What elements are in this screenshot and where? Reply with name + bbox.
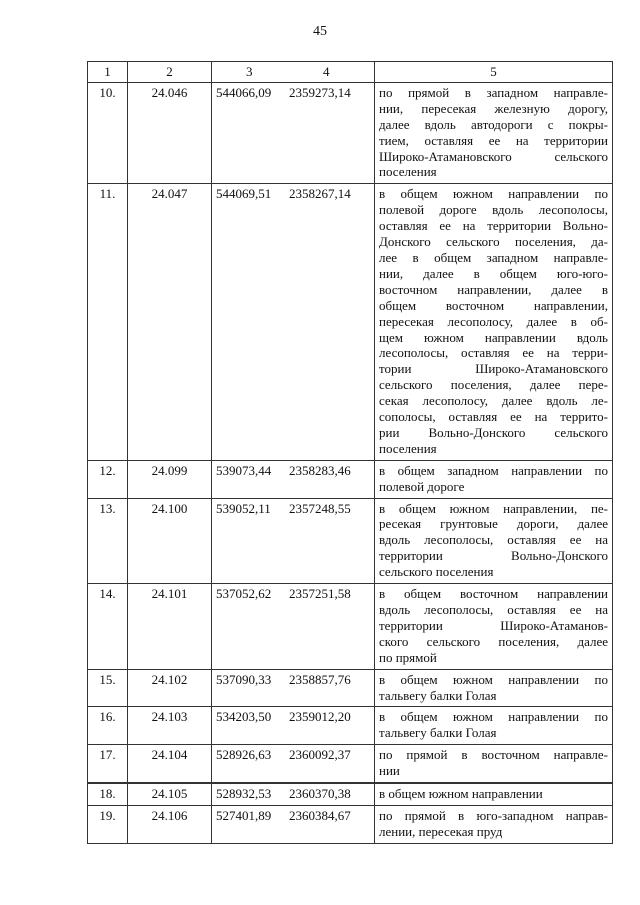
- header-col-4: 4: [323, 64, 330, 79]
- boundary-description-table: [87, 61, 613, 844]
- header-col-3-4: [212, 62, 375, 83]
- table-row: [88, 82, 613, 183]
- description-line: в общем восточном направлении: [379, 586, 608, 602]
- coordinate-y: 2359012,20: [289, 709, 351, 725]
- point-number: 24.106: [128, 805, 212, 843]
- coordinate-x: 539073,44: [216, 462, 272, 478]
- description-line: территории Вольно-Донского: [379, 548, 608, 564]
- description-line: нии: [379, 763, 400, 779]
- coordinate-y: 2360384,67: [289, 807, 351, 823]
- table-row: [88, 805, 613, 843]
- table-row: [88, 184, 613, 460]
- row-number: 16.: [88, 707, 128, 745]
- description-line: сополосы, оставляя ее на террито-: [379, 409, 608, 425]
- description-line: в общем южном направлении, пе-: [379, 500, 608, 516]
- point-number: 24.100: [128, 498, 212, 584]
- point-number: 24.101: [128, 584, 212, 670]
- boundary-description: [375, 184, 613, 460]
- row-number: 14.: [88, 584, 128, 670]
- boundary-description: [375, 707, 613, 745]
- row-number: 15.: [88, 669, 128, 707]
- boundary-description: [375, 584, 613, 670]
- description-line: нии, пересекая железную дорогу,: [379, 100, 608, 116]
- description-line: тием, оставляя ее на территории: [379, 132, 608, 148]
- coordinate-x: 544066,09: [216, 84, 272, 100]
- description-line: Донского сельского поселения, да-: [379, 234, 608, 250]
- point-number: 24.046: [128, 82, 212, 183]
- table-row: [88, 584, 613, 670]
- coordinates-cell: [212, 498, 375, 584]
- table-row: [88, 460, 613, 498]
- coordinate-x: 544069,51: [216, 186, 272, 202]
- description-line: по прямой: [379, 649, 437, 665]
- boundary-description: [375, 498, 613, 584]
- description-line: сельского поселения: [379, 564, 494, 580]
- boundary-description: [375, 82, 613, 183]
- description-line: в общем южном направлении по: [379, 186, 608, 202]
- coordinates-cell: [212, 584, 375, 670]
- page-number: 45: [313, 24, 327, 39]
- description-line: восточном направлении, далее в: [379, 281, 608, 297]
- row-number: 10.: [88, 82, 128, 183]
- description-line: вдоль лесополосы, оставляя ее на: [379, 602, 608, 617]
- description-line: рии Вольно-Донского сельского: [379, 424, 608, 440]
- description-line: по прямой в юго-западном направ-: [379, 807, 608, 823]
- description-line: пересекая лесополосу, далее в об-: [379, 313, 608, 329]
- coordinates-cell: [212, 82, 375, 183]
- point-number: 24.105: [128, 783, 212, 805]
- boundary-description: [375, 783, 613, 805]
- table-row: [88, 783, 613, 805]
- coordinates-cell: [212, 460, 375, 498]
- coordinates-cell: [212, 707, 375, 745]
- description-line: далее вдоль автодороги с покры-: [379, 116, 608, 132]
- coordinate-x: 527401,89: [216, 807, 272, 823]
- row-number: 18.: [88, 783, 128, 805]
- description-line: ского сельского поселения, далее: [379, 633, 608, 649]
- table-row: [88, 707, 613, 745]
- description-line: сельского поселения, далее пере-: [379, 377, 608, 393]
- coordinates-cell: [212, 805, 375, 843]
- description-line: по прямой в западном направле-: [379, 84, 608, 100]
- table-header-row: [88, 62, 613, 83]
- point-number: 24.103: [128, 707, 212, 745]
- description-line: в общем южном направлении по: [379, 709, 608, 725]
- boundary-description: [375, 805, 613, 843]
- point-number: 24.099: [128, 460, 212, 498]
- coordinates-cell: [212, 184, 375, 460]
- coordinate-y: 2357248,55: [289, 500, 351, 516]
- description-line: в общем южном направлении по: [379, 671, 608, 687]
- point-number: 24.047: [128, 184, 212, 460]
- point-number: 24.102: [128, 669, 212, 707]
- coordinate-y: 2359273,14: [289, 84, 351, 100]
- header-col-1: 1: [88, 62, 128, 83]
- point-number: 24.104: [128, 745, 212, 783]
- coordinate-x: 539052,11: [216, 500, 271, 516]
- boundary-description: [375, 745, 613, 783]
- table-row: [88, 669, 613, 707]
- description-line: по прямой в восточном направле-: [379, 747, 608, 763]
- description-line: лении, пересекая пруд: [379, 823, 503, 839]
- description-line: полевой дороге: [379, 478, 465, 494]
- description-line: оставляя ее на территории Вольно-: [379, 218, 608, 234]
- coordinates-cell: [212, 783, 375, 805]
- description-line: вдоль лесополосы, оставляя ее на: [379, 532, 608, 548]
- coordinate-y: 2358857,76: [289, 671, 351, 687]
- description-line: поселения: [379, 440, 437, 456]
- row-number: 19.: [88, 805, 128, 843]
- description-line: нии, далее в общем юго-юго-: [379, 265, 608, 281]
- coordinate-y: 2358283,46: [289, 462, 351, 478]
- description-line: общем восточном направлении,: [379, 297, 608, 313]
- header-col-5: 5: [375, 62, 613, 83]
- coordinate-y: 2360092,37: [289, 747, 351, 763]
- coordinate-y: 2360370,38: [289, 786, 351, 802]
- coordinate-x: 537090,33: [216, 671, 272, 687]
- description-line: Широко-Атамановского сельского: [379, 148, 608, 164]
- header-col-3: 3: [246, 64, 253, 79]
- description-line: полевой дороге вдоль лесополосы,: [379, 202, 608, 218]
- description-line: в общем западном направлении по: [379, 462, 608, 478]
- row-number: 12.: [88, 460, 128, 498]
- coordinate-x: 528932,53: [216, 786, 272, 802]
- coordinate-x: 537052,62: [216, 586, 272, 602]
- description-line: тории Широко-Атамановского: [379, 361, 608, 377]
- coordinate-y: 2358267,14: [289, 186, 351, 202]
- description-line: поселения: [379, 164, 437, 180]
- description-line: лесополосы, оставляя ее на терри-: [379, 345, 608, 361]
- description-line: тальвегу балки Голая: [379, 687, 497, 703]
- row-number: 13.: [88, 498, 128, 584]
- coordinate-y: 2357251,58: [289, 586, 351, 602]
- description-line: ресекая грунтовые дороги, далее: [379, 516, 608, 532]
- coordinates-cell: [212, 669, 375, 707]
- coordinate-x: 534203,50: [216, 709, 272, 725]
- description-line: территории Широко-Атаманов-: [379, 617, 608, 633]
- coordinates-cell: [212, 745, 375, 783]
- table-row: [88, 498, 613, 584]
- header-col-2: 2: [128, 62, 212, 83]
- coordinate-x: 528926,63: [216, 747, 272, 763]
- description-line: в общем южном направлении: [379, 786, 543, 802]
- description-line: лее в общем западном направле-: [379, 249, 608, 265]
- row-number: 11.: [88, 184, 128, 460]
- description-line: секая лесополосу, далее вдоль ле-: [379, 393, 608, 409]
- description-line: тальвегу балки Голая: [379, 725, 497, 741]
- description-line: щем южном направлении вдоль: [379, 329, 608, 345]
- row-number: 17.: [88, 745, 128, 783]
- table-row: [88, 745, 613, 783]
- boundary-description: [375, 669, 613, 707]
- boundary-description: [375, 460, 613, 498]
